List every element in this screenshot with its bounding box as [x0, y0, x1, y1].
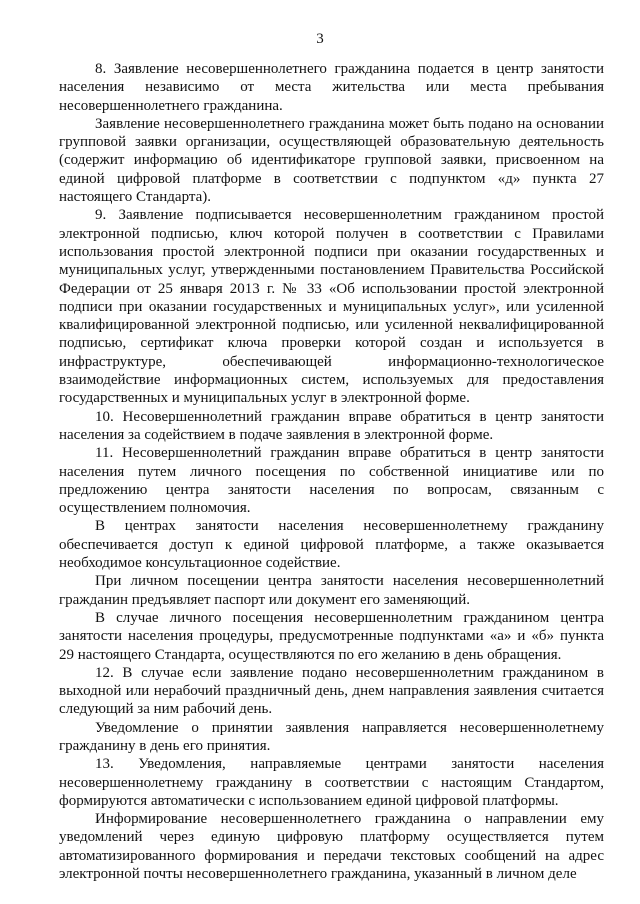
paragraph-group-application: Заявление несовершеннолетнего гражданина может быть подано на основании групповой заявки организации, осуществляющей образовательную деятельность (содержит информацию об идентификаторе групповой заявки, присвоенном на единой цифровой платформе в соответствии с подпунктом «д» пункта 27 настоящего Стандарта). — [59, 115, 604, 206]
paragraph-8: 8. Заявление несовершеннолетнего гражданина подается в центр занятости населения независимо от места жительства или места пребывания несовершеннолетнего гражданина. — [59, 61, 604, 114]
page-number: 3 — [316, 31, 324, 47]
document-body — [59, 60, 604, 883]
paragraph-informing: Информирование несовершеннолетнего гражданина о направлении ему уведомлений через единую цифровую платформу осуществляется путем автоматизированного формирования и передачи текстовых сообщений на адрес электронной почты несовершеннолетнего гражданина, указанный в личном деле — [59, 811, 604, 883]
paragraph-13: 13. Уведомления, направляемые центрами занятости населения несовершеннолетнему гражданину в соответствии с настоящим Стандартом, формируются автоматически с использованием единой цифровой платформы. — [59, 756, 604, 809]
paragraph-11: 11. Несовершеннолетний гражданин вправе обратиться в центр занятости населения путем личного посещения по собственной инициативе или по предложению центра занятости населения по вопросам, связанным с осуществлением полномочия. — [59, 445, 604, 517]
paragraph-9: 9. Заявление подписывается несовершеннолетним гражданином простой электронной подписью, ключ которой получен в соответствии с Правилами использования простой электронной подписи при оказании государственных и муниципальных услуг, утвержденными постановлением Правительства Российской Федерации от 25 января 2013 г. № 33 «Об использовании простой электронной подписи при оказании государственных и муниципальных услуг», или усиленной квалифицированной электронной подписью, или усиленной неквалифицированной подписью, сертификат ключа проверки которой создан и используется в инфраструктуре, обеспечивающей информационно-технологическое взаимодействие информационных систем, используемых для предоставления государственных и муниципальных услуг в электронной форме. — [59, 207, 604, 407]
paragraph-platform-access: В центрах занятости населения несовершеннолетнему гражданину обеспечивается доступ к единой цифровой платформе, а также оказывается необходимое консультационное содействие. — [59, 518, 604, 572]
paragraph-passport: При личном посещении центра занятости населения несовершеннолетний гражданин предъявляет паспорт или документ его заменяющий. — [59, 573, 604, 608]
paragraph-acceptance-notice: Уведомление о принятии заявления направляется несовершеннолетнему гражданину в день его принятия. — [59, 719, 604, 754]
paragraph-personal-visit: В случае личного посещения несовершеннолетним гражданином центра занятости населения процедуры, предусмотренные подпунктами «а» и «б» пункта 29 настоящего Стандарта, осуществляются по его желанию в день обращения. — [59, 609, 604, 663]
paragraph-10: 10. Несовершеннолетний гражданин вправе обратиться в центр занятости населения за содействием в подаче заявления в электронной форме. — [59, 408, 604, 443]
paragraph-12: 12. В случае если заявление подано несовершеннолетним гражданином в выходной или нерабочий праздничный день, днем направления заявления считается следующий за ним рабочий день. — [59, 664, 604, 718]
